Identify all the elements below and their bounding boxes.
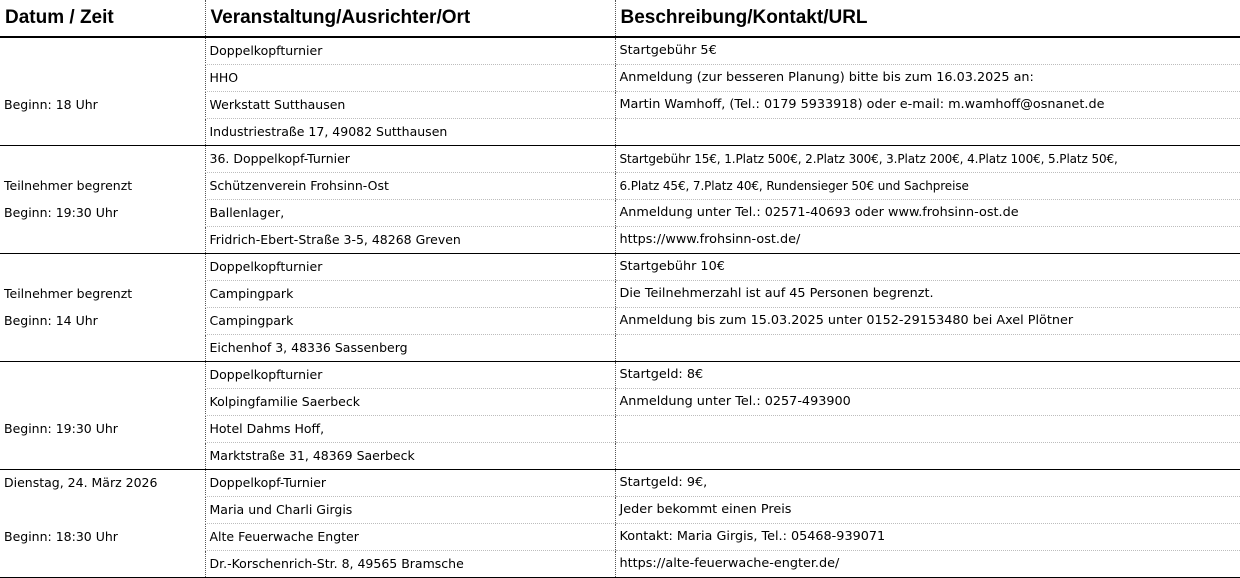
event-venue-cell: Doppelkopfturnier: [205, 37, 615, 65]
event-venue-cell: Doppelkopfturnier: [205, 254, 615, 281]
event-description-cell: https://alte-feuerwache-engter.de/: [615, 551, 1240, 578]
event-description-cell: Startgebühr 15€, 1.Platz 500€, 2.Platz 300€, 3.Platz 200€, 4.Platz 100€, 5.Platz 50€,: [615, 146, 1240, 173]
event-date-cell: Teilnehmer begrenzt: [4, 286, 133, 301]
event-venue-cell: HHO: [205, 65, 615, 92]
table-row: [0, 497, 1240, 524]
event-description-cell: Die Teilnehmerzahl ist auf 45 Personen begrenzt.: [615, 281, 1240, 308]
table-row: [0, 416, 1240, 443]
event-date-cell: [0, 497, 205, 524]
event-venue-cell: Schützenverein Frohsinn-Ost: [205, 173, 615, 200]
table-row: [0, 200, 1240, 227]
event-date-cell: Beginn: 14 Uhr: [4, 313, 98, 328]
event-date-cell: Beginn: 18:30 Uhr: [4, 529, 118, 544]
event-description-cell: Startgeld: 9€,: [615, 470, 1240, 497]
event-description-cell: Anmeldung (zur besseren Planung) bitte bis zum 16.03.2025 an:: [615, 65, 1240, 92]
event-date-cell: [0, 389, 205, 416]
header-row: [0, 0, 1240, 37]
table-row: [0, 281, 1240, 308]
event-description-cell: Startgebühr 10€: [615, 254, 1240, 281]
event-venue-cell: Kolpingfamilie Saerbeck: [205, 389, 615, 416]
table-row: [0, 443, 1240, 470]
event-date-cell: Beginn: 18 Uhr: [4, 97, 98, 112]
event-description-cell: Martin Wamhoff, (Tel.: 0179 5933918) oder e-mail: m.wamhoff@osnanet.de: [615, 92, 1240, 119]
event-description-cell: Startgebühr 5€: [615, 37, 1240, 65]
event-description-cell: 6.Platz 45€, 7.Platz 40€, Rundensieger 50€ und Sachpreise: [615, 173, 1240, 200]
event-date-cell: [0, 551, 205, 578]
event-venue-cell: 36. Doppelkopf-Turnier: [205, 146, 615, 173]
event-description-cell: [615, 335, 1240, 362]
event-venue-cell: Fridrich-Ebert-Straße 3-5, 48268 Greven: [205, 227, 615, 254]
table-row: [0, 227, 1240, 254]
event-description-cell: Anmeldung bis zum 15.03.2025 unter 0152-29153480 bei Axel Plötner: [615, 308, 1240, 335]
event-venue-cell: Marktstraße 31, 48369 Saerbeck: [205, 443, 615, 470]
event-venue-cell: Alte Feuerwache Engter: [205, 524, 615, 551]
event-venue-cell: Industriestraße 17, 49082 Sutthausen: [205, 119, 615, 146]
event-description-cell: Anmeldung unter Tel.: 02571-40693 oder www.frohsinn-ost.de: [615, 200, 1240, 227]
event-date-cell: [0, 37, 205, 65]
event-date-cell: Dienstag, 24. März 2026: [4, 475, 158, 491]
event-body: [0, 37, 1240, 578]
event-date-cell: Beginn: 19:30 Uhr: [4, 421, 118, 436]
event-date-cell: [0, 65, 205, 92]
table-row: [0, 389, 1240, 416]
event-date-cell: [0, 146, 205, 173]
event-venue-cell: Campingpark: [205, 281, 615, 308]
event-venue-cell: Doppelkopf-Turnier: [205, 470, 615, 497]
event-venue-cell: Doppelkopfturnier: [205, 362, 615, 389]
event-venue-cell: Hotel Dahms Hoff,: [205, 416, 615, 443]
table-row: [0, 470, 1240, 497]
event-venue-cell: Campingpark: [205, 308, 615, 335]
table-row: [0, 335, 1240, 362]
event-date-cell: [0, 362, 205, 389]
event-description-cell: [615, 443, 1240, 470]
header-beschreibung: Beschreibung/Kontakt/URL: [615, 0, 1240, 37]
table-row: [0, 362, 1240, 389]
event-date-cell: Teilnehmer begrenzt: [4, 178, 133, 193]
event-date-cell: [0, 335, 205, 362]
event-date-cell: [0, 119, 205, 146]
event-date-cell: [0, 443, 205, 470]
event-venue-cell: Eichenhof 3, 48336 Sassenberg: [205, 335, 615, 362]
table-row: [0, 524, 1240, 551]
event-description-cell: Anmeldung unter Tel.: 0257-493900: [615, 389, 1240, 416]
table-row: [0, 173, 1240, 200]
event-venue-cell: Maria und Charli Girgis: [205, 497, 615, 524]
table-row: [0, 37, 1240, 65]
table-row: [0, 254, 1240, 281]
header-veranstaltung: Veranstaltung/Ausrichter/Ort: [205, 0, 615, 37]
event-description-cell: https://www.frohsinn-ost.de/: [615, 227, 1240, 254]
table-row: [0, 119, 1240, 146]
event-description-cell: Kontakt: Maria Girgis, Tel.: 05468-939071: [615, 524, 1240, 551]
event-date-cell: [0, 227, 205, 254]
header-datum: Datum / Zeit: [0, 0, 205, 37]
table-row: [0, 65, 1240, 92]
event-description-cell: Startgeld: 8€: [615, 362, 1240, 389]
event-venue-cell: Werkstatt Sutthausen: [205, 92, 615, 119]
event-date-cell: Beginn: 19:30 Uhr: [4, 205, 118, 220]
table-row: [0, 551, 1240, 578]
event-date-cell: [0, 254, 205, 281]
event-venue-cell: Ballenlager,: [205, 200, 615, 227]
table-row: [0, 92, 1240, 119]
table-row: [0, 308, 1240, 335]
event-description-cell: [615, 119, 1240, 146]
event-description-cell: [615, 416, 1240, 443]
table-row: [0, 146, 1240, 173]
event-venue-cell: Dr.-Korschenrich-Str. 8, 49565 Bramsche: [205, 551, 615, 578]
event-description-cell: Jeder bekommt einen Preis: [615, 497, 1240, 524]
